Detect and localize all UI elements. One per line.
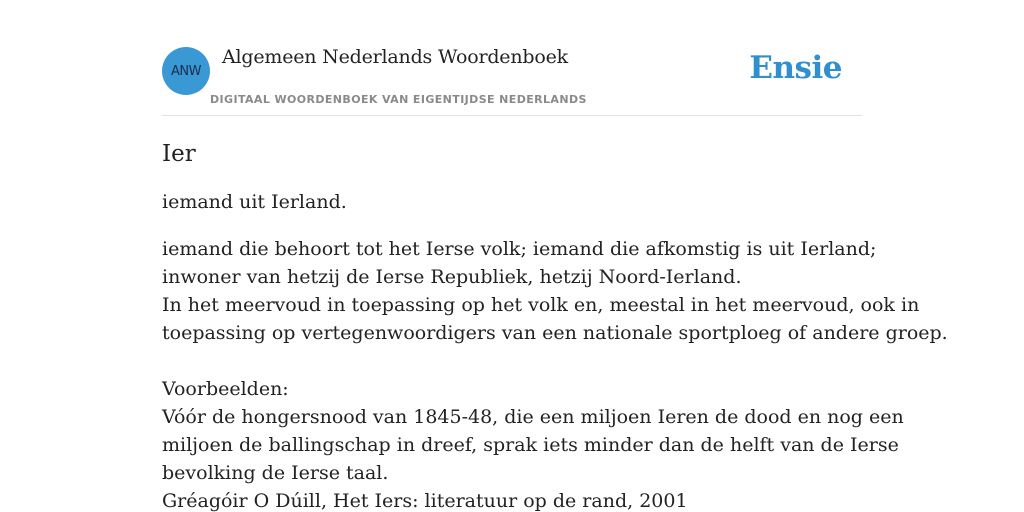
definition-line: In het meervoud in toepassing op het volk en, meestal in het meervoud, ook in [162,294,920,316]
short-definition: iemand uit Ierland. [162,191,347,213]
definition-line: inwoner van hetzij de Ierse Republiek, hetzij Noord-Ierland. [162,266,742,288]
site-subtitle: DIGITAAL WOORDENBOEK VAN EIGENTIJDSE NEDERLANDS [210,93,587,106]
entry-content [162,138,948,512]
example-line: bevolking de Ierse taal. [162,462,389,484]
entry-headword: Ier [162,141,196,167]
entry-body [162,235,948,512]
example-line: Vóór de hongersnood van 1845-48, die een miljoen Ieren de dood en nog een [162,406,904,428]
definition-line: toepassing op vertegenwoordigers van een nationale sportploeg of andere groep. [162,322,948,344]
paragraph-gap [162,347,867,375]
example-source: Gréagóir O Dúill, Het Iers: literatuur op de rand, 2001 [162,490,688,512]
definition-line: iemand die behoort tot het Ierse volk; iemand die afkomstig is uit Ierland; [162,238,877,260]
site-header [162,0,862,116]
examples-label: Voorbeelden: [162,378,289,400]
anw-logo[interactable]: ANW [162,47,210,95]
site-title[interactable]: Algemeen Nederlands Woordenboek [222,46,568,68]
example-line: miljoen de ballingschap in dreef, sprak iets minder dan de helft van de Ierse [162,434,899,456]
ensie-brand-link[interactable]: Ensie [749,50,842,86]
